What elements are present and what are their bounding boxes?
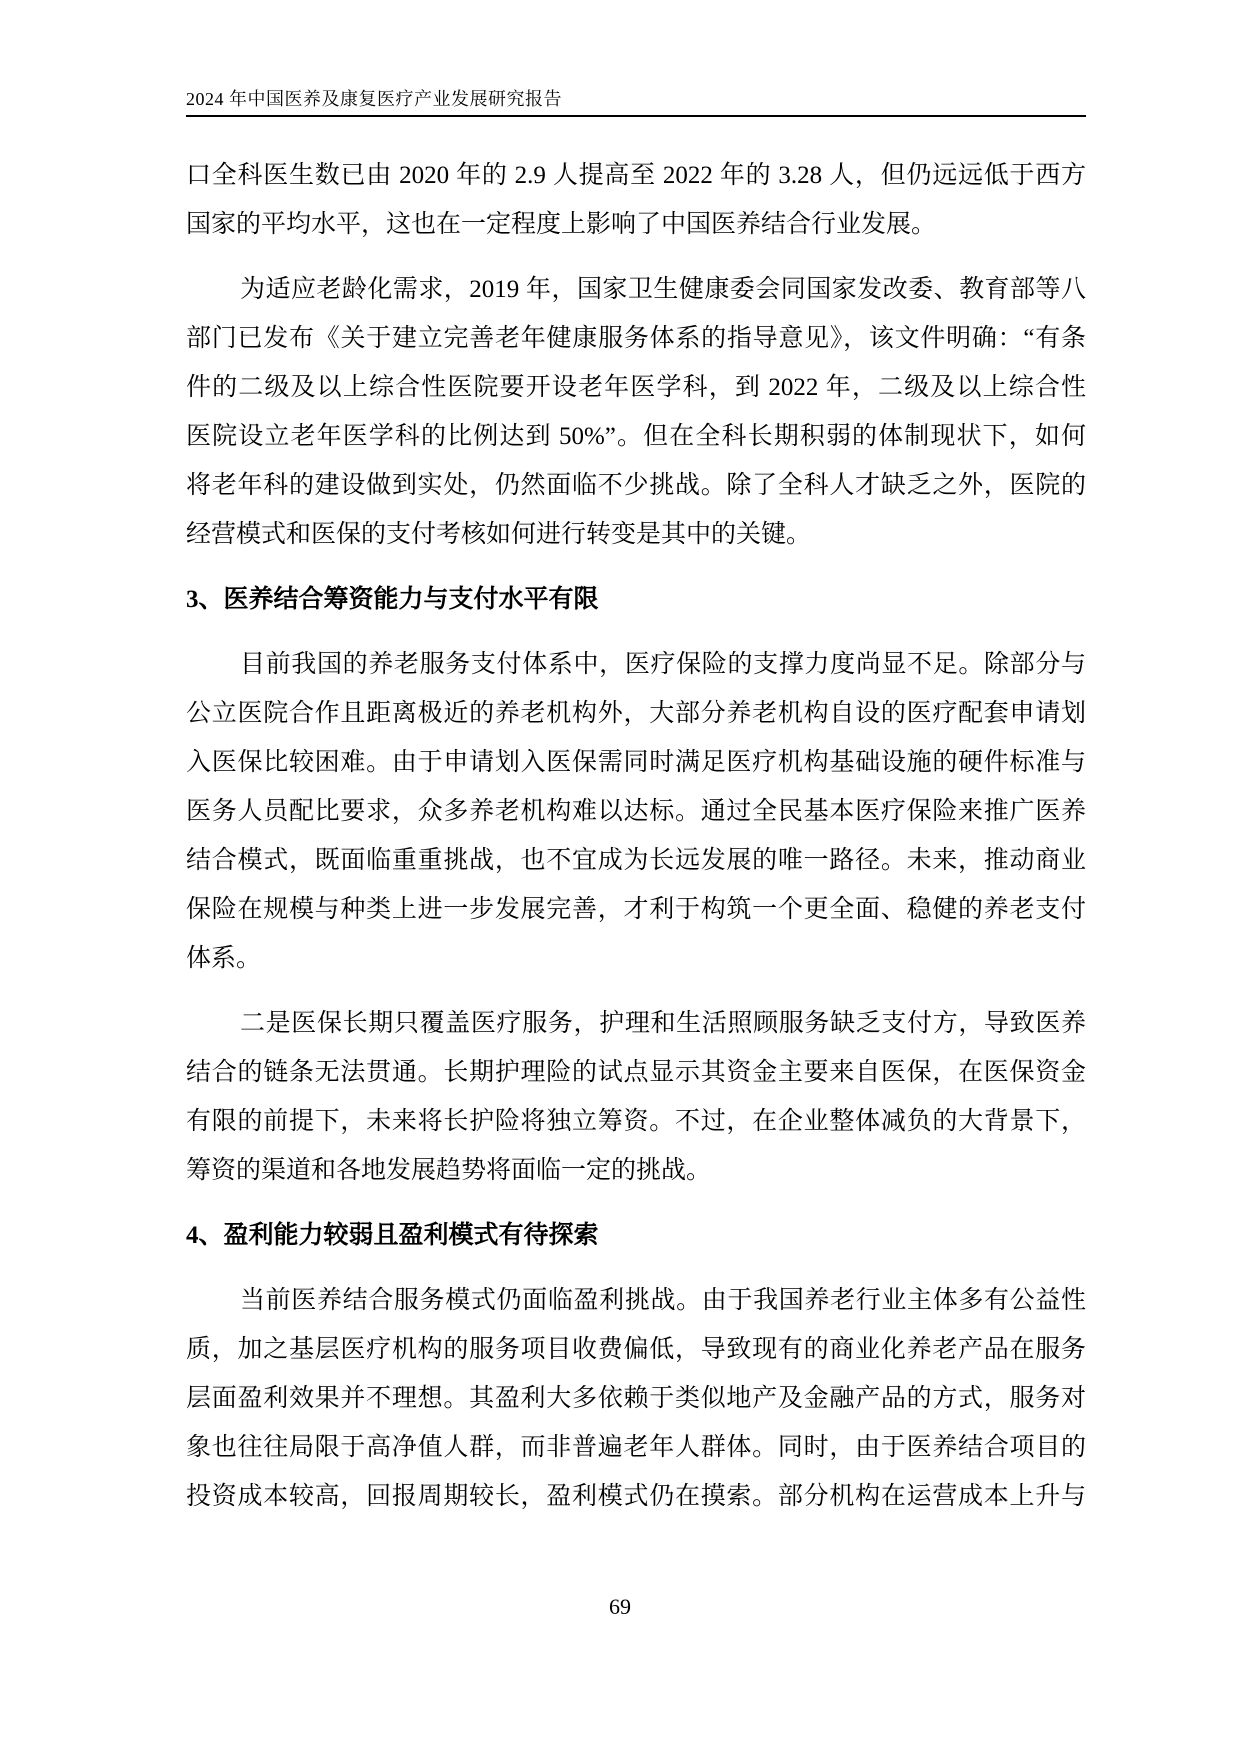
text-line: 保险在规模与种类上进一步发展完善，才利于构筑一个更全面、稳健的养老支付 bbox=[186, 896, 1086, 923]
text-line: 二是医保长期只覆盖医疗服务，护理和生活照顾服务缺乏支付方，导致医养 bbox=[240, 1010, 1086, 1037]
text-line: 质，加之基层医疗机构的服务项目收费偏低，导致现有的商业化养老产品在服务 bbox=[186, 1336, 1086, 1363]
paragraph-4 bbox=[186, 999, 1086, 1195]
text-line: 件的二级及以上综合性医院要开设老年医学科，到 2022 年，二级及以上综合性 bbox=[186, 374, 1086, 401]
text-line: 医务人员配比要求，众多养老机构难以达标。通过全民基本医疗保险来推广医养 bbox=[186, 798, 1086, 825]
text-line: 体系。 bbox=[186, 945, 262, 972]
text-line: 象也往往局限于高净值人群，而非普遍老年人群体。同时，由于医养结合项目的 bbox=[186, 1434, 1086, 1461]
text-line: 有限的前提下，未来将长护险将独立筹资。不过，在企业整体减负的大背景下， bbox=[186, 1108, 1086, 1135]
text-line: 当前医养结合服务模式仍面临盈利挑战。由于我国养老行业主体多有公益性 bbox=[240, 1287, 1086, 1314]
text-line: 结合的链条无法贯通。长期护理险的试点显示其资金主要来自医保，在医保资金 bbox=[186, 1059, 1086, 1086]
text-line: 将老年科的建设做到实处，仍然面临不少挑战。除了全科人才缺乏之外，医院的 bbox=[186, 472, 1086, 499]
header-title: 2024 年中国医养及康复医疗产业发展研究报告 bbox=[186, 89, 562, 109]
text-line: 筹资的渠道和各地发展趋势将面临一定的挑战。 bbox=[186, 1157, 712, 1184]
paragraph-2 bbox=[186, 265, 1086, 559]
text-line: 入医保比较困难。由于申请划入医保需同时满足医疗机构基础设施的硬件标准与 bbox=[186, 749, 1086, 776]
text-line: 公立医院合作且距离极近的养老机构外，大部分养老机构自设的医疗配套申请划 bbox=[186, 700, 1086, 727]
page-number: 69 bbox=[609, 1594, 631, 1619]
text-line: 经营模式和医保的支付考核如何进行转变是其中的关键。 bbox=[186, 521, 812, 548]
paragraph-1 bbox=[186, 151, 1086, 249]
text-line: 目前我国的养老服务支付体系中，医疗保险的支撑力度尚显不足。除部分与 bbox=[240, 651, 1086, 678]
paragraph-3 bbox=[186, 640, 1086, 983]
page-header bbox=[186, 90, 1086, 117]
paragraph-5 bbox=[186, 1276, 1086, 1521]
text-line: 国家的平均水平，这也在一定程度上影响了中国医养结合行业发展。 bbox=[186, 211, 937, 238]
section-heading-4: 4、盈利能力较弱且盈利模式有待探索 bbox=[186, 1222, 599, 1249]
text-line: 为适应老龄化需求，2019 年，国家卫生健康委会同国家发改委、教育部等八 bbox=[240, 276, 1086, 303]
document-body bbox=[186, 151, 1086, 1537]
text-line: 结合模式，既面临重重挑战，也不宜成为长远发展的唯一路径。未来，推动商业 bbox=[186, 847, 1086, 874]
section-heading-3: 3、医养结合筹资能力与支付水平有限 bbox=[186, 586, 599, 613]
text-line: 医院设立老年医学科的比例达到 50%”。但在全科长期积弱的体制现状下，如何 bbox=[186, 423, 1086, 450]
text-line: 投资成本较高，回报周期较长，盈利模式仍在摸索。部分机构在运营成本上升与 bbox=[186, 1483, 1086, 1510]
page-footer bbox=[0, 1592, 1240, 1622]
text-line: 层面盈利效果并不理想。其盈利大多依赖于类似地产及金融产品的方式，服务对 bbox=[186, 1385, 1086, 1412]
text-line: 口全科医生数已由 2020 年的 2.9 人提高至 2022 年的 3.28 人，但仍远远低于西方 bbox=[186, 162, 1086, 189]
text-line: 部门已发布《关于建立完善老年健康服务体系的指导意见》，该文件明确：“有条 bbox=[186, 325, 1086, 352]
